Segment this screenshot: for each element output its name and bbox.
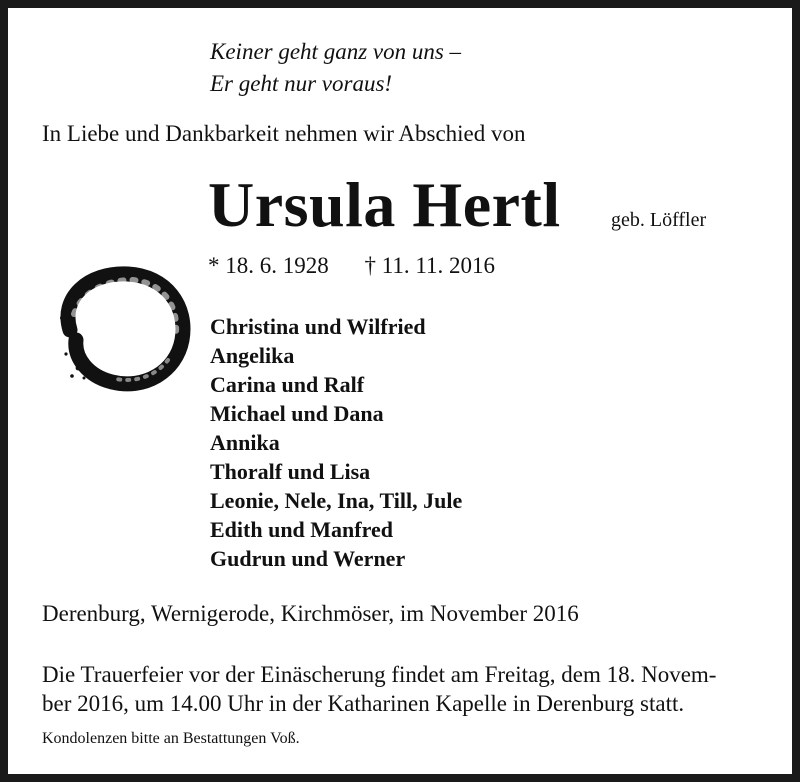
mourner-entry: Carina und Ralf [210,372,365,397]
place-and-date: Derenburg, Wernigerode, Kirchmöser, im November 2016 [42,601,579,626]
mourner-entry: Gudrun und Werner [210,546,406,571]
mourner-entry: Christina und Wilfried [210,314,426,339]
mourner-entry: Annika [210,430,280,455]
ceremony-line-2: ber 2016, um 14.00 Uhr in der Katharinen Kapelle in Derenburg statt. [42,691,685,716]
motto-line-1: Keiner geht ganz von uns – [210,39,462,64]
condolence-note: Kondolenzen bitte an Bestattungen Voß. [42,730,300,747]
deceased-name: Ursula Hertl [208,169,561,240]
intro-text: In Liebe und Dankbarkeit nehmen wir Abschied von [42,121,526,146]
deceased-name-row [208,169,707,241]
enso-circle-icon [48,258,198,398]
mourner-entry: Angelika [210,343,295,368]
motto-line-2: Er geht nur voraus! [210,71,393,96]
life-dates [208,253,495,279]
maiden-name: geb. Löffler [611,209,707,231]
mourner-entry: Edith und Manfred [210,517,393,542]
mourner-entry: Thoralf und Lisa [210,459,371,484]
birth-date: * 18. 6. 1928 [208,253,329,278]
mourner-entry: Michael und Dana [210,401,384,426]
mourners-list [210,312,462,573]
mourner-entry: Leonie, Nele, Ina, Till, Jule [210,488,463,513]
funeral-ceremony-text [42,660,754,718]
death-date: † 11. 11. 2016 [364,253,496,278]
ceremony-line-1: Die Trauerfeier vor der Einäscherung findet am Freitag, dem 18. Novem- [42,662,717,687]
motto [210,36,461,100]
